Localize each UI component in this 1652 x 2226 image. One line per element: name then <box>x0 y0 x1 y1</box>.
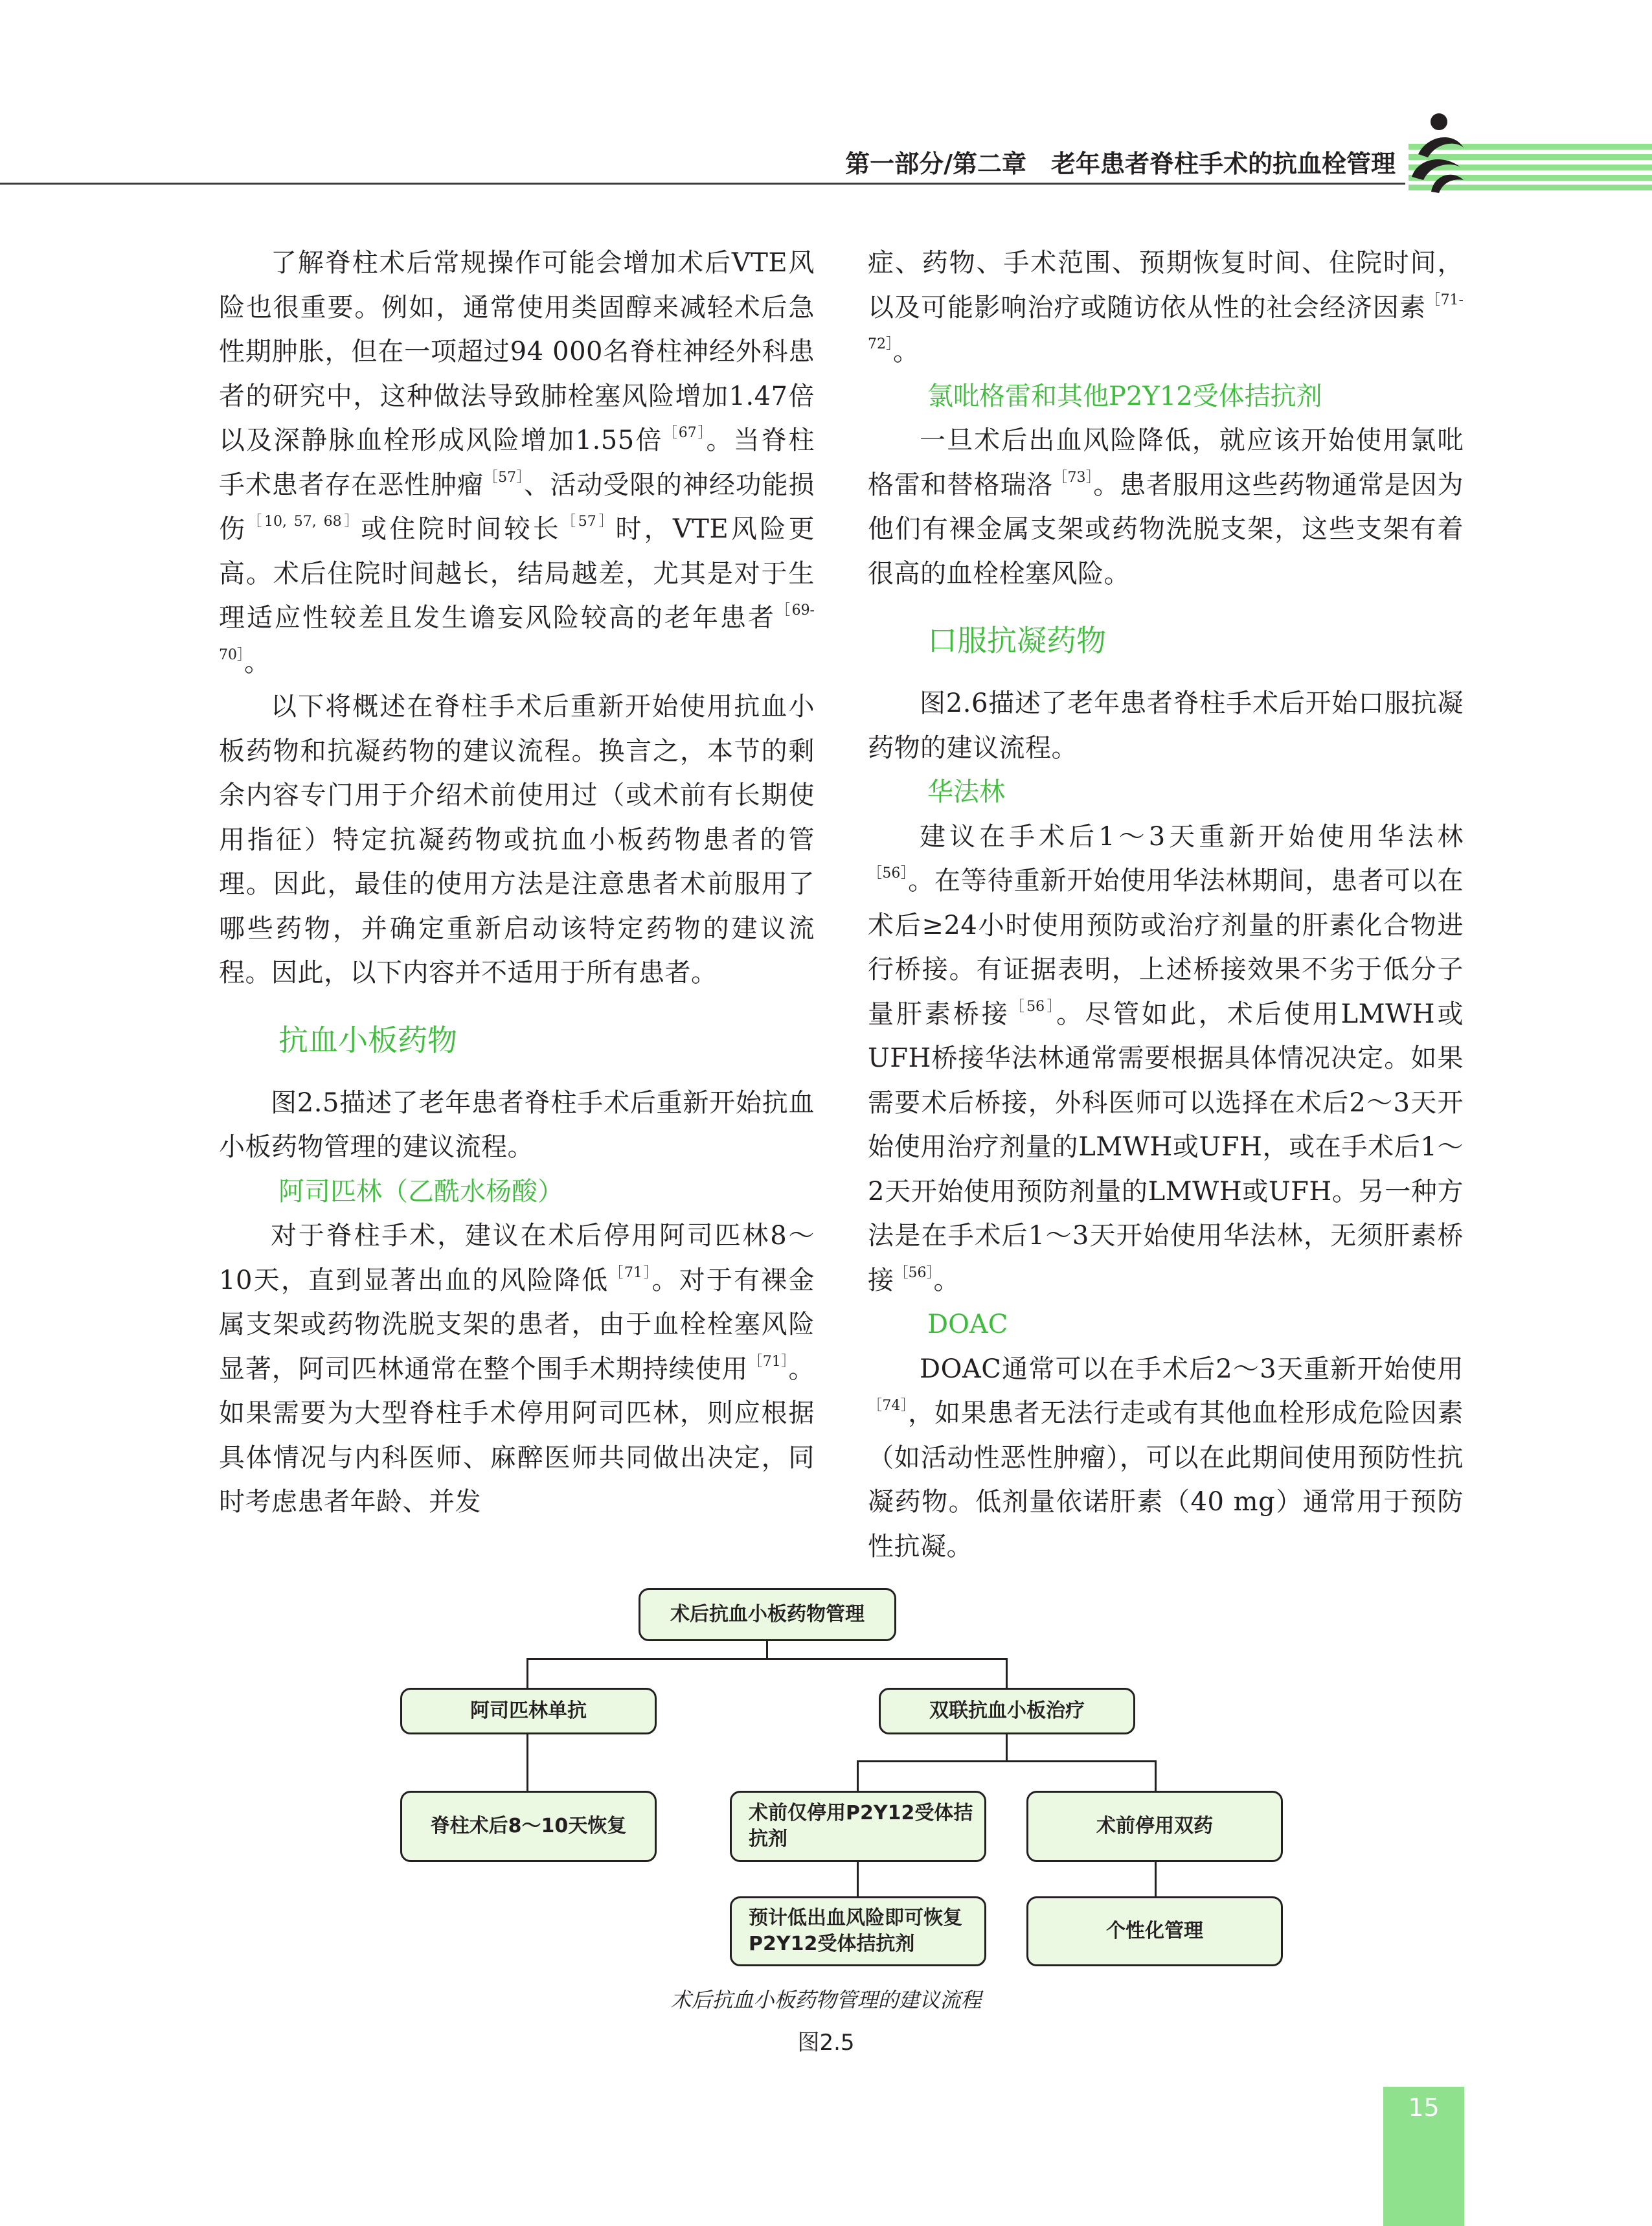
paragraph: 建议在手术后1～3天重新开始使用华法林$^{[56]}$。在等待重新开始使用华法林期间，患者可以在术后≥24小时使用预防或治疗剂量的肝素化合物进行桥接。有证据表明，上述桥接效果不劣于低分子量肝素桥接$^{[56]}$。尽管如此，术后使用LMWH或UFH桥接华法林通常需要根据具体情况决定。如果需要术后桥接，外科医师可以选择在术后2～3天开始使用治疗剂量的LMWH或UFH，或在手术后1～2天开始使用预防剂量的LMWH或UFH。另一种方法是在手术后1～3天开始使用华法林，无须肝素桥接$^{[56]}$。 <box>868 821 1464 1295</box>
subsection-heading: 氯吡格雷和其他P2Y12受体拮抗剂 <box>927 381 1322 411</box>
subsection-heading: 华法林 <box>927 777 1005 807</box>
figure-caption: 术后抗血小板药物管理的建议流程 <box>670 1988 982 2012</box>
page-number: 15 <box>1408 2093 1440 2122</box>
connector-line <box>857 1760 859 1792</box>
connector-line <box>766 1640 768 1659</box>
connector-line <box>526 1658 1007 1660</box>
connector-line <box>1155 1760 1157 1792</box>
flow-individual-leaf: 个性化管理 <box>1026 1896 1283 1966</box>
flow-root-node: 术后抗血小板药物管理 <box>639 1588 896 1641</box>
running-header: 第一部分/第二章 老年患者脊柱手术的抗血栓管理 <box>845 150 1396 178</box>
connector-line <box>857 1760 1156 1762</box>
connector-line <box>1006 1732 1008 1762</box>
flow-p2y12-node: 术前仅停用P2Y12受体拮抗剂 <box>730 1791 986 1862</box>
paragraph: 一旦术后出血风险降低，就应该开始使用氯吡格雷和替格瑞洛$^{[73]}$。患者服用这些药物通常是因为他们有裸金属支架或药物洗脱支架，这些支架有着很高的血栓栓塞风险。 <box>868 426 1464 589</box>
section-heading: 口服抗凝药物 <box>927 623 1106 658</box>
right-column <box>868 241 1464 1569</box>
figure-label: 图2.5 <box>797 2030 855 2056</box>
paragraph: 以下将概述在脊柱手术后重新开始使用抗血小板药物和抗凝药物的建议流程。换言之，本节的剩余内容专门用于介绍术前使用过（或术前有长期使用指征）特定抗凝药物或抗血小板药物患者的管理。因此，最佳的使用方法是注意患者术前服用了哪些药物，并确定重新启动该特定药物的建议流程。因此，以下内容并不适用于所有患者。 <box>219 692 815 988</box>
paragraph: 图2.5描述了老年患者脊柱手术后重新开始抗血小板药物管理的建议流程。 <box>219 1087 815 1162</box>
paragraph: 图2.6描述了老年患者脊柱手术后开始口服抗凝药物的建议流程。 <box>868 688 1464 763</box>
connector-line <box>1155 1860 1157 1898</box>
section-heading: 抗血小板药物 <box>278 1022 457 1058</box>
connector-line <box>526 1658 528 1689</box>
paragraph: DOAC通常可以在手术后2～3天重新开始使用$^{[74]}$，如果患者无法行走或有其他血栓形成危险因素（如活动性恶性肿瘤），可以在此期间使用预防性抗凝药物。低剂量依诺肝素（40 mg）通常用于预防性抗凝。 <box>868 1354 1464 1562</box>
flow-p2y12-leaf: 预计低出血风险即可恢复P2Y12受体拮抗剂 <box>730 1896 986 1966</box>
flow-dapt-node: 双联抗血小板治疗 <box>879 1688 1135 1734</box>
header-rule <box>0 183 1405 185</box>
subsection-heading: DOAC <box>927 1310 1008 1339</box>
flow-aspirin-node: 阿司匹林单抗 <box>400 1688 657 1734</box>
page-number-tab <box>1383 2087 1464 2226</box>
paragraph: 了解脊柱术后常规操作可能会增加术后VTE风险也很重要。例如，通常使用类固醇来减轻术后急性期肿胀，但在一项超过94 000名脊柱神经外科患者的研究中，这种做法导致肺栓塞风险增加1.47倍以及深静脉血栓形成风险增加1.55倍$^{[67]}$。当脊柱手术患者存在恶性肿瘤$^{[57]}$、活动受限的神经功能损伤$^{[10, 57, 68]}$或住院时间较长$^{[57]}$时，VTE风险更高。术后住院时间越长，结局越差，尤其是对于生理适应性较差且发生谵妄风险较高的老年患者$^{[69-70]}$。 <box>219 248 815 677</box>
runner-logo-icon <box>1399 109 1477 199</box>
flow-aspirin-leaf: 脊柱术后8～10天恢复 <box>400 1791 657 1862</box>
flow-stop-both-node: 术前停用双药 <box>1026 1791 1283 1862</box>
connector-line <box>857 1860 859 1898</box>
left-column <box>219 241 815 1525</box>
connector-line <box>526 1732 528 1792</box>
paragraph: 症、药物、手术范围、预期恢复时间、住院时间，以及可能影响治疗或随访依从性的社会经济因素$^{[71-72]}$。 <box>868 248 1464 367</box>
paragraph: 对于脊柱手术，建议在术后停用阿司匹林8～10天，直到显著出血的风险降低$^{[71]}$。对于有裸金属支架或药物洗脱支架的患者，由于血栓栓塞风险显著，阿司匹林通常在整个围手术期持续使用$^{[71]}$。如果需要为大型脊柱手术停用阿司匹林，则应根据具体情况与内科医师、麻醉医师共同做出决定，同时考虑患者年龄、并发 <box>219 1221 815 1517</box>
connector-line <box>1006 1658 1008 1689</box>
subsection-heading: 阿司匹林（乙酰水杨酸） <box>278 1176 563 1207</box>
